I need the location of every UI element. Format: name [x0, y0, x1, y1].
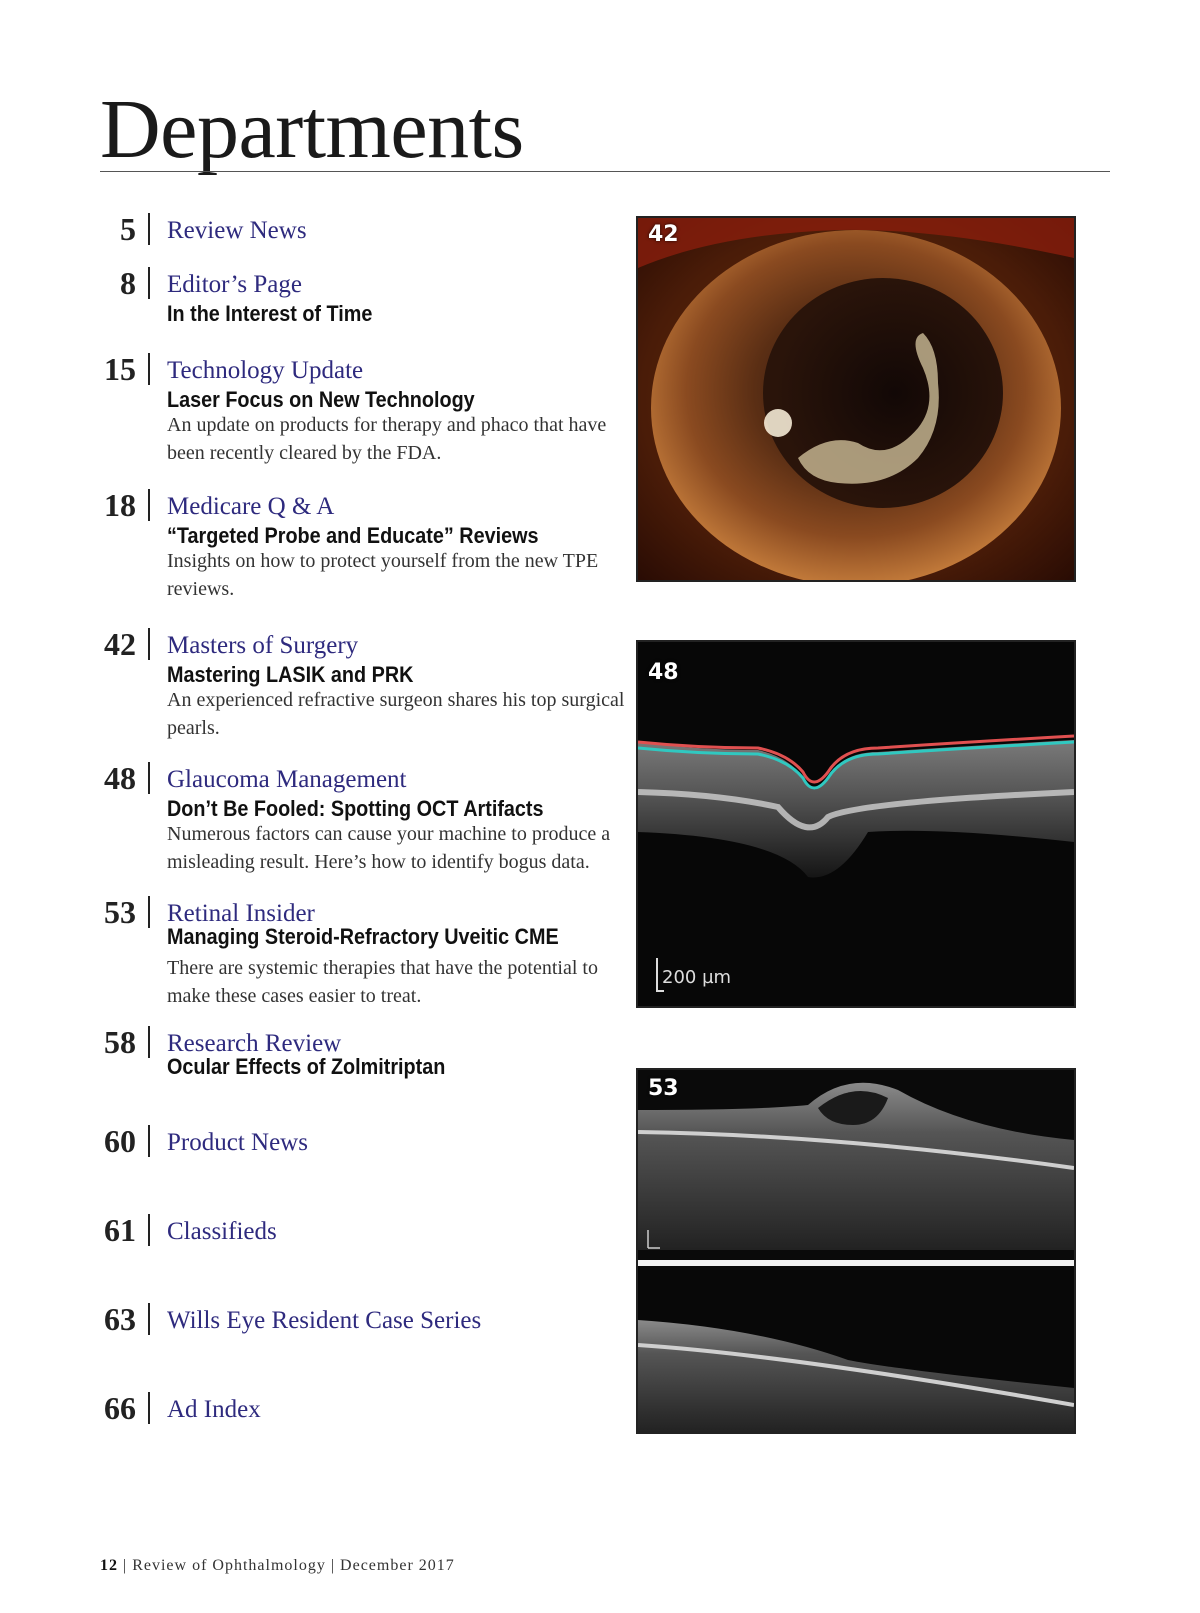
toc-headline[interactable]: Managing Steroid-Refractory Uveitic CME [167, 924, 559, 949]
figure-label: 53 [648, 1076, 679, 1101]
toc-description: An update on products for therapy and phaco that have been recently cleared by the FDA. [167, 414, 607, 464]
footer-publication: Review of Ophthalmology [132, 1557, 326, 1574]
scale-bar-foot [656, 990, 664, 992]
toc-page-number: 5 [120, 211, 136, 247]
toc-divider [148, 1026, 150, 1058]
toc-page-number: 66 [104, 1390, 136, 1426]
toc-page-number: 8 [120, 265, 136, 301]
toc-category[interactable]: Product News [167, 1129, 308, 1156]
toc-category[interactable]: Review News [167, 217, 307, 244]
toc-page-number: 48 [104, 760, 136, 796]
toc-divider [148, 489, 150, 521]
toc-category[interactable]: Retinal Insider [167, 900, 315, 927]
toc-category[interactable]: Medicare Q & A [167, 493, 335, 520]
footer-separator: | [123, 1557, 128, 1574]
toc-category[interactable]: Wills Eye Resident Case Series [167, 1307, 482, 1334]
toc-category[interactable]: Ad Index [167, 1396, 261, 1423]
toc-page-number: 58 [104, 1024, 136, 1060]
toc-page-number: 60 [104, 1123, 136, 1159]
oct-scan-image [638, 642, 1074, 1006]
toc-headline[interactable]: In the Interest of Time [167, 301, 373, 326]
toc-page-number: 18 [104, 487, 136, 523]
toc-page-number: 42 [104, 626, 136, 662]
toc-headline[interactable]: “Targeted Probe and Educate” Reviews [167, 523, 539, 548]
figure-oct-scan [636, 640, 1076, 1008]
toc-category[interactable]: Editor’s Page [167, 271, 302, 298]
toc-page-number: 15 [104, 351, 136, 387]
scale-bar [656, 958, 658, 992]
toc-description: An experienced refractive surgeon shares his top surgical pearls. [167, 689, 625, 739]
scale-label: 200 µm [662, 967, 732, 988]
toc-category[interactable]: Research Review [167, 1030, 342, 1057]
footer-issue: December 2017 [340, 1557, 455, 1574]
page-footer [100, 1557, 455, 1575]
figure-oct-comparison [636, 1068, 1076, 1434]
footer-page-number: 12 [100, 1557, 118, 1574]
footer-separator: | [330, 1557, 336, 1574]
toc-divider [148, 213, 150, 245]
toc-category[interactable]: Glaucoma Management [167, 766, 407, 793]
page-title: Departments [100, 83, 524, 176]
toc-page-number: 63 [104, 1301, 136, 1337]
toc-description: Insights on how to protect yourself from the new TPE reviews. [167, 550, 599, 600]
title-rule [100, 171, 1110, 172]
toc-divider [148, 1303, 150, 1335]
figure-label: 42 [648, 222, 679, 247]
toc-page-number: 61 [104, 1212, 136, 1248]
toc-description: There are systemic therapies that have the potential to make these cases easier to treat. [167, 957, 598, 1007]
toc-headline[interactable]: Ocular Effects of Zolmitriptan [167, 1054, 446, 1079]
toc-category[interactable]: Masters of Surgery [167, 632, 359, 659]
toc-description: Numerous factors can cause your machine to produce a misleading result. Here’s how to identify bogus data. [167, 823, 611, 873]
toc-divider [148, 1125, 150, 1157]
toc-headline[interactable]: Don’t Be Fooled: Spotting OCT Artifacts [167, 796, 544, 821]
toc-category[interactable]: Technology Update [167, 357, 364, 384]
toc-divider [148, 628, 150, 660]
toc-headline[interactable]: Laser Focus on New Technology [167, 387, 475, 412]
toc-divider [148, 1214, 150, 1246]
figure-label: 48 [648, 660, 679, 685]
toc-divider [148, 267, 150, 299]
toc-divider [148, 762, 150, 794]
eye-photo-image [638, 218, 1074, 580]
toc-divider [148, 896, 150, 928]
toc-divider [148, 1392, 150, 1424]
figure-eye-photo [636, 216, 1076, 582]
toc-divider [148, 353, 150, 385]
toc-page-number: 53 [104, 894, 136, 930]
toc-headline[interactable]: Mastering LASIK and PRK [167, 662, 414, 687]
toc-category[interactable]: Classifieds [167, 1218, 277, 1245]
oct-comparison-image [638, 1070, 1074, 1432]
